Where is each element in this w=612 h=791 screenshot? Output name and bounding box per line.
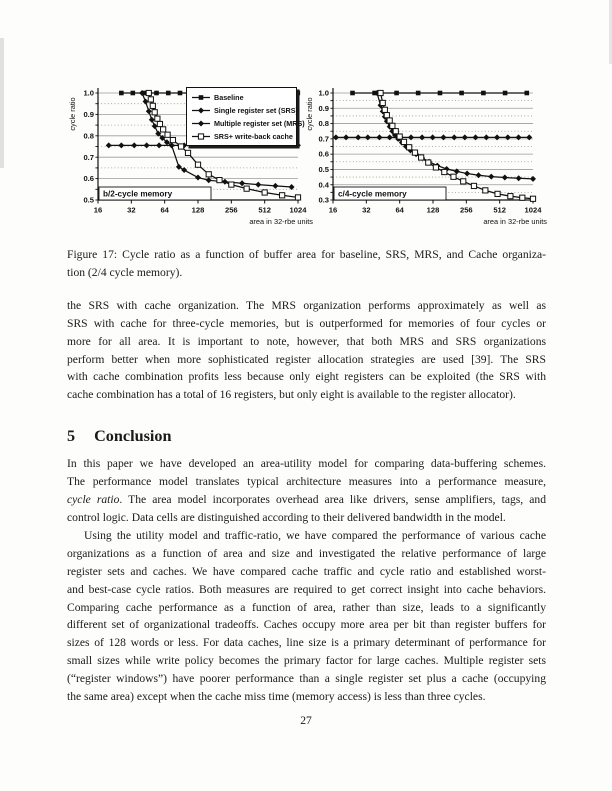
y-tick-label: 0.9	[83, 110, 94, 119]
legend-label: Baseline	[214, 93, 244, 102]
text-line: the SRS with cache organization. The MRS organization performs approximately as well as	[67, 298, 546, 312]
text-line: the same area) except when the cache miss time (memory access) is less than three cycles.	[67, 690, 486, 704]
text-line: organizations as a function of area and size and investigated the relative performance of large	[67, 546, 546, 560]
x-tick-label: 128	[426, 205, 440, 215]
caption-line: tion (2/4 cycle memory).	[67, 265, 183, 279]
chart-legend	[186, 87, 305, 146]
text-line: small sizes while write policy becomes the primary factor for large caches. Multiple register sets	[67, 654, 546, 668]
x-tick-label: 512	[493, 205, 507, 215]
legend-label: SRS+ write-back cache	[214, 132, 293, 141]
y-tick-label: 0.7	[318, 134, 329, 144]
y-tick-label: 0.3	[318, 195, 329, 205]
paragraph	[67, 297, 546, 404]
page-number: 27	[300, 714, 312, 727]
legend-item	[191, 117, 305, 130]
x-axis-title: area in 32-rbe units	[249, 217, 313, 226]
text-line: SRS with cache for three-cycle memories, but is outperformed for memories of four cycles or	[67, 316, 546, 330]
text-line: sizes of 128 words or less. For data caches, line size is a primary determinant of performance for	[67, 636, 546, 650]
section-title: Conclusion	[94, 427, 172, 446]
y-tick-label: 1.0	[318, 88, 329, 98]
x-tick-label: 32	[362, 205, 371, 215]
text-line: Comparing cache performance as a function of area, rather than size, leads to a significantly	[67, 600, 546, 614]
x-tick-label: 64	[160, 205, 169, 215]
x-tick-label: 256	[224, 205, 238, 215]
y-tick-label: 0.5	[83, 195, 94, 205]
paragraph	[67, 527, 546, 706]
text-line: The performance model translates typical architecture measures into a performance measure,	[67, 475, 546, 489]
y-tick-label: 0.5	[318, 165, 329, 175]
y-tick-label: 0.6	[83, 174, 94, 184]
y-tick-label: 0.6	[318, 149, 329, 159]
x-tick-label: 16	[328, 205, 338, 215]
plot-title: c/4-cycle memory	[338, 189, 407, 199]
y-tick-label: 1.0	[83, 88, 94, 98]
x-tick-label: 16	[93, 205, 103, 215]
section-heading	[67, 425, 546, 447]
x-tick-label: 256	[459, 205, 473, 215]
scan-artifact	[0, 38, 4, 168]
y-axis-title: cycle ratio	[305, 97, 314, 131]
legend-label: Single register set (SRS)	[214, 106, 298, 115]
x-tick-label: 32	[127, 205, 136, 215]
text-line: control logic. Data cells are distinguished according to their delivered bandwidth in the model.	[67, 510, 506, 524]
square-open-icon	[191, 132, 211, 141]
text-line: perform better when more sophisticated register allocation strategies are used [39]. The SRS	[67, 352, 546, 366]
diamond-filled-icon	[191, 106, 211, 115]
section-number: 5	[67, 427, 76, 446]
y-tick-label: 0.7	[83, 152, 94, 162]
paragraph	[67, 455, 546, 527]
y-tick-label: 0.4	[318, 180, 329, 190]
text-line: (“register windows”) have poorer performance than a single register set plus a cache (occupying	[67, 672, 546, 686]
y-tick-label: 0.8	[83, 131, 94, 141]
legend-item	[191, 91, 292, 104]
figure-caption	[67, 246, 546, 282]
square-filled-icon	[191, 93, 211, 102]
x-tick-label: 1024	[289, 205, 307, 215]
text-line: and best-case cycle ratios. Both measures are required to get correct insight into cache behaviors.	[67, 582, 546, 596]
text-line: cache combination has a total of 16 registers, but only eight is available to the register allocator).	[67, 388, 516, 402]
text-line: cycle ratio. The area model incorporates overhead area like drivers, sense amplifiers, tags, and	[67, 493, 546, 507]
caption-line: Figure 17: Cycle ratio as a function of buffer area for baseline, SRS, MRS, and Cache organiza-	[67, 248, 546, 261]
x-axis-title: area in 32-rbe units	[483, 217, 547, 226]
x-tick-label: 64	[395, 205, 404, 215]
x-tick-label: 128	[191, 205, 205, 215]
text-line: with cache combination profits less because only eight registers can be exploited (the SRS with	[67, 370, 546, 384]
legend-item	[191, 104, 298, 117]
y-axis-title: cycle ratio	[68, 97, 77, 131]
text-line: more for all area. It is important to note, however, that both MRS and SRS organizations	[67, 334, 546, 348]
y-tick-label: 0.8	[318, 119, 329, 129]
text-line: In this paper we have developed an area-utility model for comparing data-buffering schemes.	[67, 457, 546, 471]
legend-item	[191, 130, 292, 143]
x-tick-label: 512	[258, 205, 272, 215]
diamond-filled-icon	[191, 119, 211, 128]
x-tick-label: 1024	[524, 205, 542, 215]
text-line: register sets and caches. We have compared cache traffic and cycle ratio and established worst-	[67, 564, 546, 578]
chart-4-cycle-memory	[305, 78, 567, 228]
plot-title: b/2-cycle memory	[103, 189, 173, 199]
text-line: different set of organizational tradeoffs. Caches occupy more area per bit than register buffers for	[67, 618, 546, 632]
body-paragraphs-top	[67, 297, 546, 404]
body-paragraphs	[67, 455, 546, 706]
legend-label: Multiple register set (MRS)	[214, 119, 305, 128]
y-tick-label: 0.9	[318, 103, 329, 113]
series-multiple-register-set-mrs-	[333, 134, 532, 140]
text-line: Using the utility model and traffic-ratio, we have compared the performance of various cache	[84, 528, 546, 542]
text-column	[67, 246, 546, 706]
